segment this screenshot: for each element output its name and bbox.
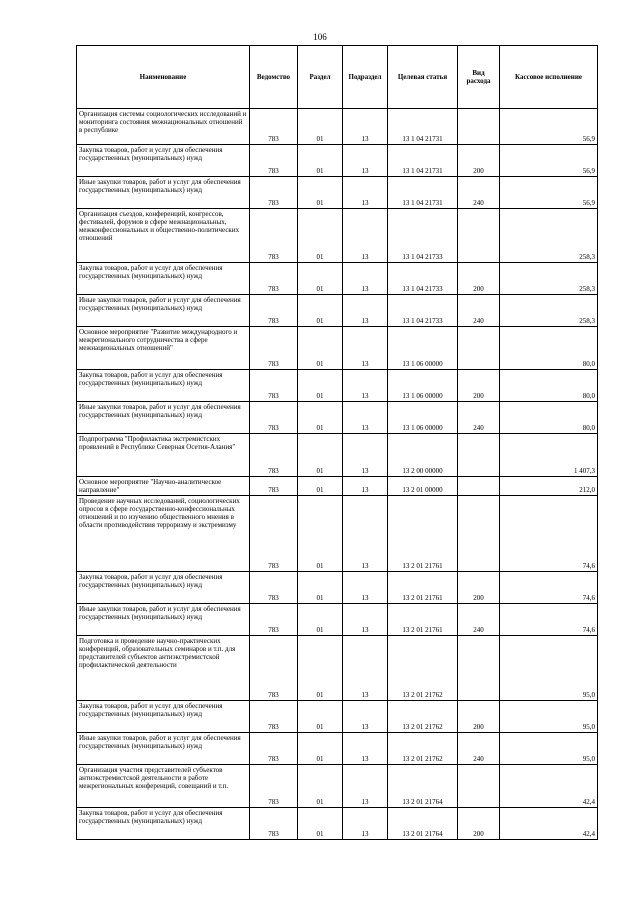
cell-amount: 74,6 xyxy=(500,496,598,572)
cell-department: 783 xyxy=(250,604,298,636)
cell-target-article: 13 1 06 00000 xyxy=(388,402,458,434)
cell-expense-type xyxy=(458,209,500,263)
cell-name: Проведение научных исследований, социологических опросов в сфере государственно-конфессиональных отношений и по изучению общественного мнения в области противодействия терроризму и экстремизму xyxy=(77,496,250,572)
table-row xyxy=(77,434,598,477)
cell-subsection: 13 xyxy=(343,733,388,765)
table-row xyxy=(77,765,598,808)
cell-department: 783 xyxy=(250,327,298,370)
cell-target-article: 13 2 01 21761 xyxy=(388,496,458,572)
cell-name: Закупка товаров, работ и услуг для обеспечения государственных (муниципальных) нужд xyxy=(77,808,250,840)
cell-name: Закупка товаров, работ и услуг для обеспечения государственных (муниципальных) нужд xyxy=(77,701,250,733)
table-row xyxy=(77,402,598,434)
header-subsection: Подраздел xyxy=(343,46,388,109)
table-row xyxy=(77,701,598,733)
cell-section: 01 xyxy=(298,263,343,295)
cell-section: 01 xyxy=(298,477,343,496)
cell-subsection: 13 xyxy=(343,402,388,434)
cell-subsection: 13 xyxy=(343,765,388,808)
cell-department: 783 xyxy=(250,295,298,327)
cell-department: 783 xyxy=(250,496,298,572)
cell-section: 01 xyxy=(298,636,343,701)
cell-name: Основное мероприятие "Развитие международного и межрегионального сотрудничества в сфере межнациональных отношений" xyxy=(77,327,250,370)
cell-amount: 258,3 xyxy=(500,263,598,295)
cell-amount: 56,9 xyxy=(500,145,598,177)
cell-target-article: 13 1 04 21731 xyxy=(388,145,458,177)
cell-subsection: 13 xyxy=(343,572,388,604)
table-header-row xyxy=(77,46,598,109)
cell-subsection: 13 xyxy=(343,636,388,701)
cell-target-article: 13 2 01 00000 xyxy=(388,477,458,496)
table-row xyxy=(77,109,598,145)
cell-amount: 95,0 xyxy=(500,636,598,701)
cell-subsection: 13 xyxy=(343,701,388,733)
cell-amount: 258,3 xyxy=(500,295,598,327)
cell-amount: 95,0 xyxy=(500,733,598,765)
cell-target-article: 13 2 00 00000 xyxy=(388,434,458,477)
cell-expense-type xyxy=(458,636,500,701)
cell-subsection: 13 xyxy=(343,496,388,572)
cell-section: 01 xyxy=(298,701,343,733)
cell-department: 783 xyxy=(250,572,298,604)
cell-department: 783 xyxy=(250,263,298,295)
cell-amount: 80,0 xyxy=(500,327,598,370)
cell-department: 783 xyxy=(250,177,298,209)
cell-section: 01 xyxy=(298,765,343,808)
cell-section: 01 xyxy=(298,572,343,604)
cell-subsection: 13 xyxy=(343,434,388,477)
budget-table xyxy=(76,45,598,840)
table-row xyxy=(77,808,598,840)
cell-department: 783 xyxy=(250,733,298,765)
cell-section: 01 xyxy=(298,327,343,370)
cell-expense-type: 200 xyxy=(458,572,500,604)
cell-department: 783 xyxy=(250,109,298,145)
cell-amount: 1 407,3 xyxy=(500,434,598,477)
cell-target-article: 13 1 04 21733 xyxy=(388,209,458,263)
cell-expense-type xyxy=(458,109,500,145)
cell-section: 01 xyxy=(298,402,343,434)
cell-name: Подпрограмма "Профилактика экстремистских проявлений в Республике Северная Осетия-Алания" xyxy=(77,434,250,477)
cell-amount: 212,0 xyxy=(500,477,598,496)
cell-section: 01 xyxy=(298,604,343,636)
cell-subsection: 13 xyxy=(343,327,388,370)
cell-target-article: 13 2 01 21762 xyxy=(388,636,458,701)
cell-section: 01 xyxy=(298,808,343,840)
page-number: 106 xyxy=(313,32,327,42)
cell-target-article: 13 1 04 21731 xyxy=(388,177,458,209)
cell-expense-type: 200 xyxy=(458,263,500,295)
cell-amount: 74,6 xyxy=(500,604,598,636)
cell-target-article: 13 1 04 21733 xyxy=(388,263,458,295)
cell-expense-type: 240 xyxy=(458,733,500,765)
table-row xyxy=(77,327,598,370)
cell-name: Иные закупки товаров, работ и услуг для обеспечения государственных (муниципальных) нужд xyxy=(77,733,250,765)
cell-name: Организация съездов, конференций, конгрессов, фестивалей, форумов в сфере межнациональных, межконфессиональных и общественно-политических отношений xyxy=(77,209,250,263)
table-row xyxy=(77,295,598,327)
table-row xyxy=(77,604,598,636)
cell-target-article: 13 2 01 21761 xyxy=(388,604,458,636)
cell-subsection: 13 xyxy=(343,295,388,327)
header-expense-type: Вид расхода xyxy=(458,46,500,109)
header-name: Наименование xyxy=(77,46,250,109)
cell-name: Организация системы социологических исследований и мониторинга состояния межнациональных отношений в республике xyxy=(77,109,250,145)
cell-department: 783 xyxy=(250,145,298,177)
header-section: Раздел xyxy=(298,46,343,109)
cell-amount: 42,4 xyxy=(500,765,598,808)
cell-target-article: 13 1 04 21733 xyxy=(388,295,458,327)
cell-name: Иные закупки товаров, работ и услуг для обеспечения государственных (муниципальных) нужд xyxy=(77,177,250,209)
cell-amount: 74,6 xyxy=(500,572,598,604)
cell-subsection: 13 xyxy=(343,145,388,177)
cell-target-article: 13 2 01 21764 xyxy=(388,765,458,808)
cell-name: Иные закупки товаров, работ и услуг для обеспечения государственных (муниципальных) нужд xyxy=(77,295,250,327)
cell-target-article: 13 2 01 21762 xyxy=(388,701,458,733)
table-row xyxy=(77,477,598,496)
cell-name: Иные закупки товаров, работ и услуг для обеспечения государственных (муниципальных) нужд xyxy=(77,604,250,636)
cell-expense-type xyxy=(458,496,500,572)
table-row xyxy=(77,177,598,209)
cell-expense-type: 200 xyxy=(458,145,500,177)
cell-department: 783 xyxy=(250,765,298,808)
cell-section: 01 xyxy=(298,370,343,402)
header-target-article: Целевая статья xyxy=(388,46,458,109)
table-row xyxy=(77,636,598,701)
cell-expense-type xyxy=(458,327,500,370)
cell-section: 01 xyxy=(298,733,343,765)
cell-expense-type: 200 xyxy=(458,701,500,733)
cell-section: 01 xyxy=(298,109,343,145)
cell-department: 783 xyxy=(250,636,298,701)
cell-department: 783 xyxy=(250,477,298,496)
cell-name: Организация участия представителей субъектов антиэкстремистской деятельности в работе межрегиональных конференций, совещаний и т.п. xyxy=(77,765,250,808)
cell-expense-type: 200 xyxy=(458,370,500,402)
header-department: Ведомство xyxy=(250,46,298,109)
cell-department: 783 xyxy=(250,701,298,733)
cell-expense-type xyxy=(458,434,500,477)
cell-target-article: 13 2 01 21761 xyxy=(388,572,458,604)
cell-name: Закупка товаров, работ и услуг для обеспечения государственных (муниципальных) нужд xyxy=(77,370,250,402)
cell-subsection: 13 xyxy=(343,604,388,636)
cell-section: 01 xyxy=(298,145,343,177)
cell-subsection: 13 xyxy=(343,209,388,263)
cell-expense-type xyxy=(458,477,500,496)
cell-department: 783 xyxy=(250,370,298,402)
header-cash-execution: Кассовое исполнение xyxy=(500,46,598,109)
cell-department: 783 xyxy=(250,402,298,434)
cell-amount: 258,3 xyxy=(500,209,598,263)
cell-section: 01 xyxy=(298,496,343,572)
cell-department: 783 xyxy=(250,209,298,263)
cell-amount: 56,9 xyxy=(500,109,598,145)
cell-name: Основное мероприятие "Научно-аналитическое направление" xyxy=(77,477,250,496)
cell-section: 01 xyxy=(298,209,343,263)
cell-expense-type: 200 xyxy=(458,808,500,840)
cell-department: 783 xyxy=(250,434,298,477)
cell-name: Подготовка и проведение научно-практических конференций, образовательных семинаров и т.п. для представителей субъектов антиэкстремистской профилактической деятельности xyxy=(77,636,250,701)
table-row xyxy=(77,209,598,263)
cell-target-article: 13 2 01 21762 xyxy=(388,733,458,765)
cell-subsection: 13 xyxy=(343,177,388,209)
cell-department: 783 xyxy=(250,808,298,840)
cell-subsection: 13 xyxy=(343,477,388,496)
cell-subsection: 13 xyxy=(343,263,388,295)
cell-amount: 56,9 xyxy=(500,177,598,209)
cell-subsection: 13 xyxy=(343,808,388,840)
cell-amount: 42,4 xyxy=(500,808,598,840)
cell-subsection: 13 xyxy=(343,370,388,402)
cell-name: Закупка товаров, работ и услуг для обеспечения государственных (муниципальных) нужд xyxy=(77,263,250,295)
cell-target-article: 13 2 01 21764 xyxy=(388,808,458,840)
cell-target-article: 13 1 04 21731 xyxy=(388,109,458,145)
cell-name: Закупка товаров, работ и услуг для обеспечения государственных (муниципальных) нужд xyxy=(77,572,250,604)
cell-amount: 80,0 xyxy=(500,402,598,434)
cell-expense-type: 240 xyxy=(458,604,500,636)
table-row xyxy=(77,145,598,177)
table-row xyxy=(77,572,598,604)
cell-expense-type: 240 xyxy=(458,177,500,209)
cell-section: 01 xyxy=(298,295,343,327)
cell-target-article: 13 1 06 00000 xyxy=(388,327,458,370)
table-row xyxy=(77,263,598,295)
cell-expense-type xyxy=(458,765,500,808)
cell-section: 01 xyxy=(298,177,343,209)
table-row xyxy=(77,370,598,402)
cell-name: Иные закупки товаров, работ и услуг для обеспечения государственных (муниципальных) нужд xyxy=(77,402,250,434)
table-row xyxy=(77,496,598,572)
table-row xyxy=(77,733,598,765)
cell-subsection: 13 xyxy=(343,109,388,145)
table-body xyxy=(77,109,598,840)
cell-amount: 95,0 xyxy=(500,701,598,733)
cell-amount: 80,0 xyxy=(500,370,598,402)
cell-expense-type: 240 xyxy=(458,295,500,327)
cell-section: 01 xyxy=(298,434,343,477)
cell-target-article: 13 1 06 00000 xyxy=(388,370,458,402)
cell-expense-type: 240 xyxy=(458,402,500,434)
cell-name: Закупка товаров, работ и услуг для обеспечения государственных (муниципальных) нужд xyxy=(77,145,250,177)
